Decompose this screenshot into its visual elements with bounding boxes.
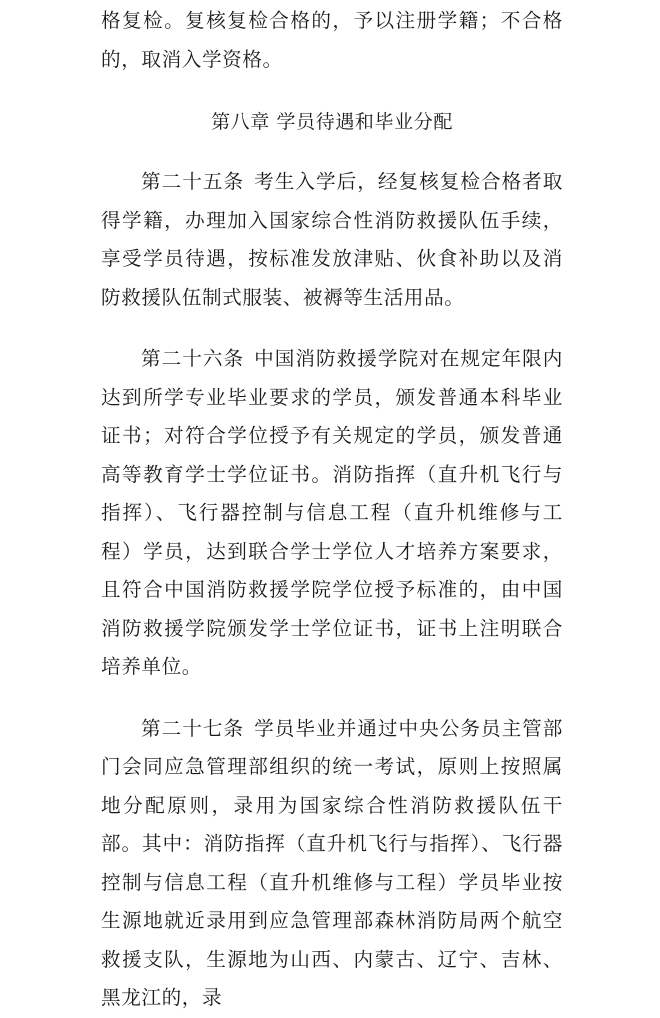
document-page <box>101 0 563 1018</box>
article-label: 第二十六条 <box>141 347 245 370</box>
article-25 <box>101 163 563 317</box>
article-label: 第二十五条 <box>141 170 245 193</box>
article-text: 中国消防救援学院对在规定年限内达到所学专业毕业要求的学员，颁发普通本科毕业证书；对符合学位授予有关规定的学员，颁发普通高等教育学士学位证书。消防指挥（直升机飞行与指挥）、飞行器控制与信息工程（直升机维修与工程）学员，达到联合学士学位人才培养方案要求，且符合中国消防救援学院学位授予标准的，由中国消防救援学院颁发学士学位证书，证书上注明联合培养单位。 <box>101 347 564 678</box>
article-26 <box>101 340 563 687</box>
continuation-paragraph: 格复检。复核复检合格的，予以注册学籍；不合格的，取消入学资格。 <box>101 9 563 71</box>
article-text: 学员毕业并通过中央公务员主管部门会同应急管理部组织的统一考试，原则上按照属地分配原则，录用为国家综合性消防救援队伍干部。其中：消防指挥（直升机飞行与指挥）、飞行器控制与信息工程（直升机维修与工程）学员毕业按生源地就近录用到应急管理部森林消防局两个航空救援支队，生源地为山西、内蒙古、辽宁、吉林、黑龙江的，录 <box>101 716 564 1009</box>
article-text: 考生入学后，经复核复检合格者取得学籍，办理加入国家综合性消防救援队伍手续，享受学员待遇，按标准发放津贴、伙食补助以及消防救援队伍制式服装、被褥等生活用品。 <box>101 170 564 309</box>
chapter-heading: 第八章 学员待遇和毕业分配 <box>211 111 453 133</box>
article-27 <box>101 710 563 1018</box>
article-label: 第二十七条 <box>141 716 245 740</box>
